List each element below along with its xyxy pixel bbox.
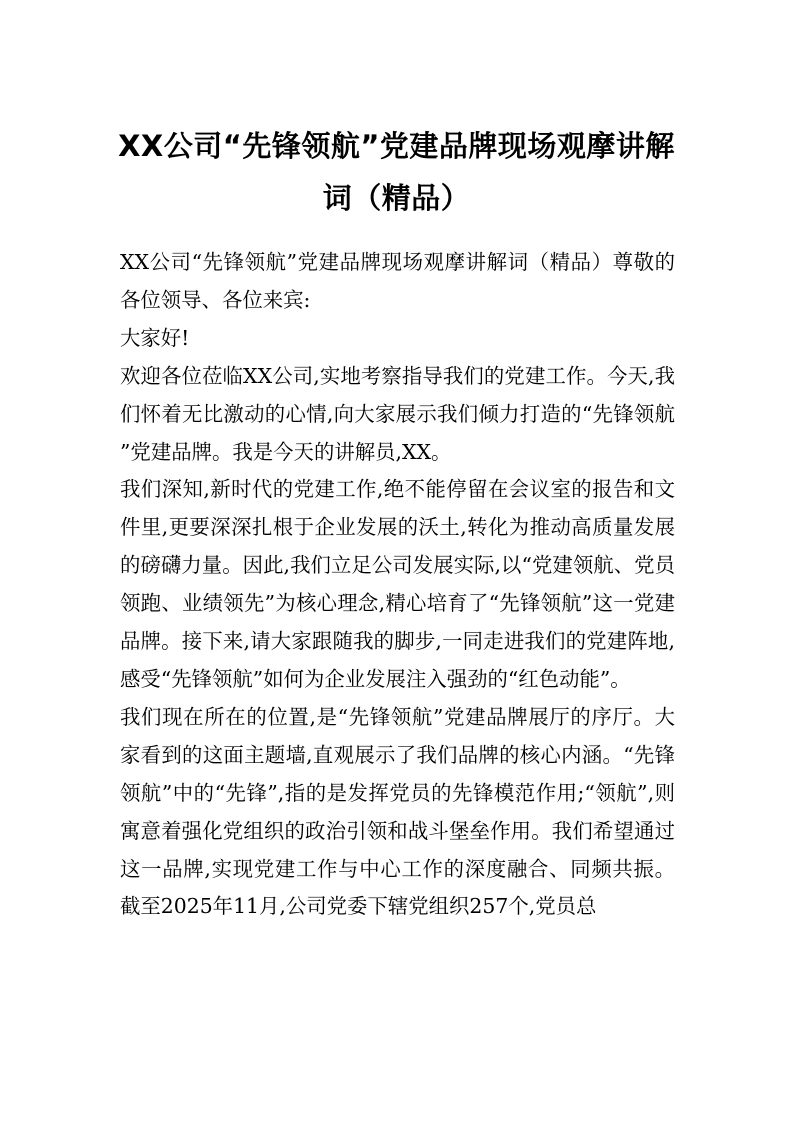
document-body bbox=[120, 244, 675, 926]
paragraph-salutation: XX公司“先锋领航”党建品牌现场观摩讲解词（精品）尊敬的各位领导、各位来宾: bbox=[120, 250, 675, 312]
document-title: XX公司“先锋领航”党建品牌现场观摩讲解词（精品） bbox=[118, 129, 675, 215]
paragraph-greeting: 大家好! bbox=[120, 325, 190, 350]
paragraph-exhibition-hall: 我们现在所在的位置,是“先锋领航”党建品牌展厅的序厅。大家看到的这面主题墙,直观展示了我们品牌的核心内涵。“先锋领航”中的“先锋”,指的是发挥党员的先锋模范作用;“领航”,则寓意着强化党组织的政治引领和战斗堡垒作用。我们希望通过这一品牌,实现党建工作与中心工作的深度融合、同频共振。截至2025年11月,公司党委下辖党组织257个,党员总 bbox=[120, 704, 675, 919]
paragraph-welcome: 欢迎各位莅临XX公司,实地考察指导我们的党建工作。今天,我们怀着无比激动的心情,向大家展示我们倾力打造的“先锋领航”党建品牌。我是今天的讲解员,XX。 bbox=[120, 363, 675, 464]
paragraph-brand-origin: 我们深知,新时代的党建工作,绝不能停留在会议室的报告和文件里,更要深深扎根于企业发展的沃土,转化为推动高质量发展的磅礴力量。因此,我们立足公司发展实际,以“党建领航、党员领跑、业绩领先”为核心理念,精心培育了“先锋领航”这一党建品牌。接下来,请大家跟随我的脚步,一同走进我们的党建阵地,感受“先锋领航”如何为企业发展注入强劲的“红色动能”。 bbox=[120, 477, 675, 691]
